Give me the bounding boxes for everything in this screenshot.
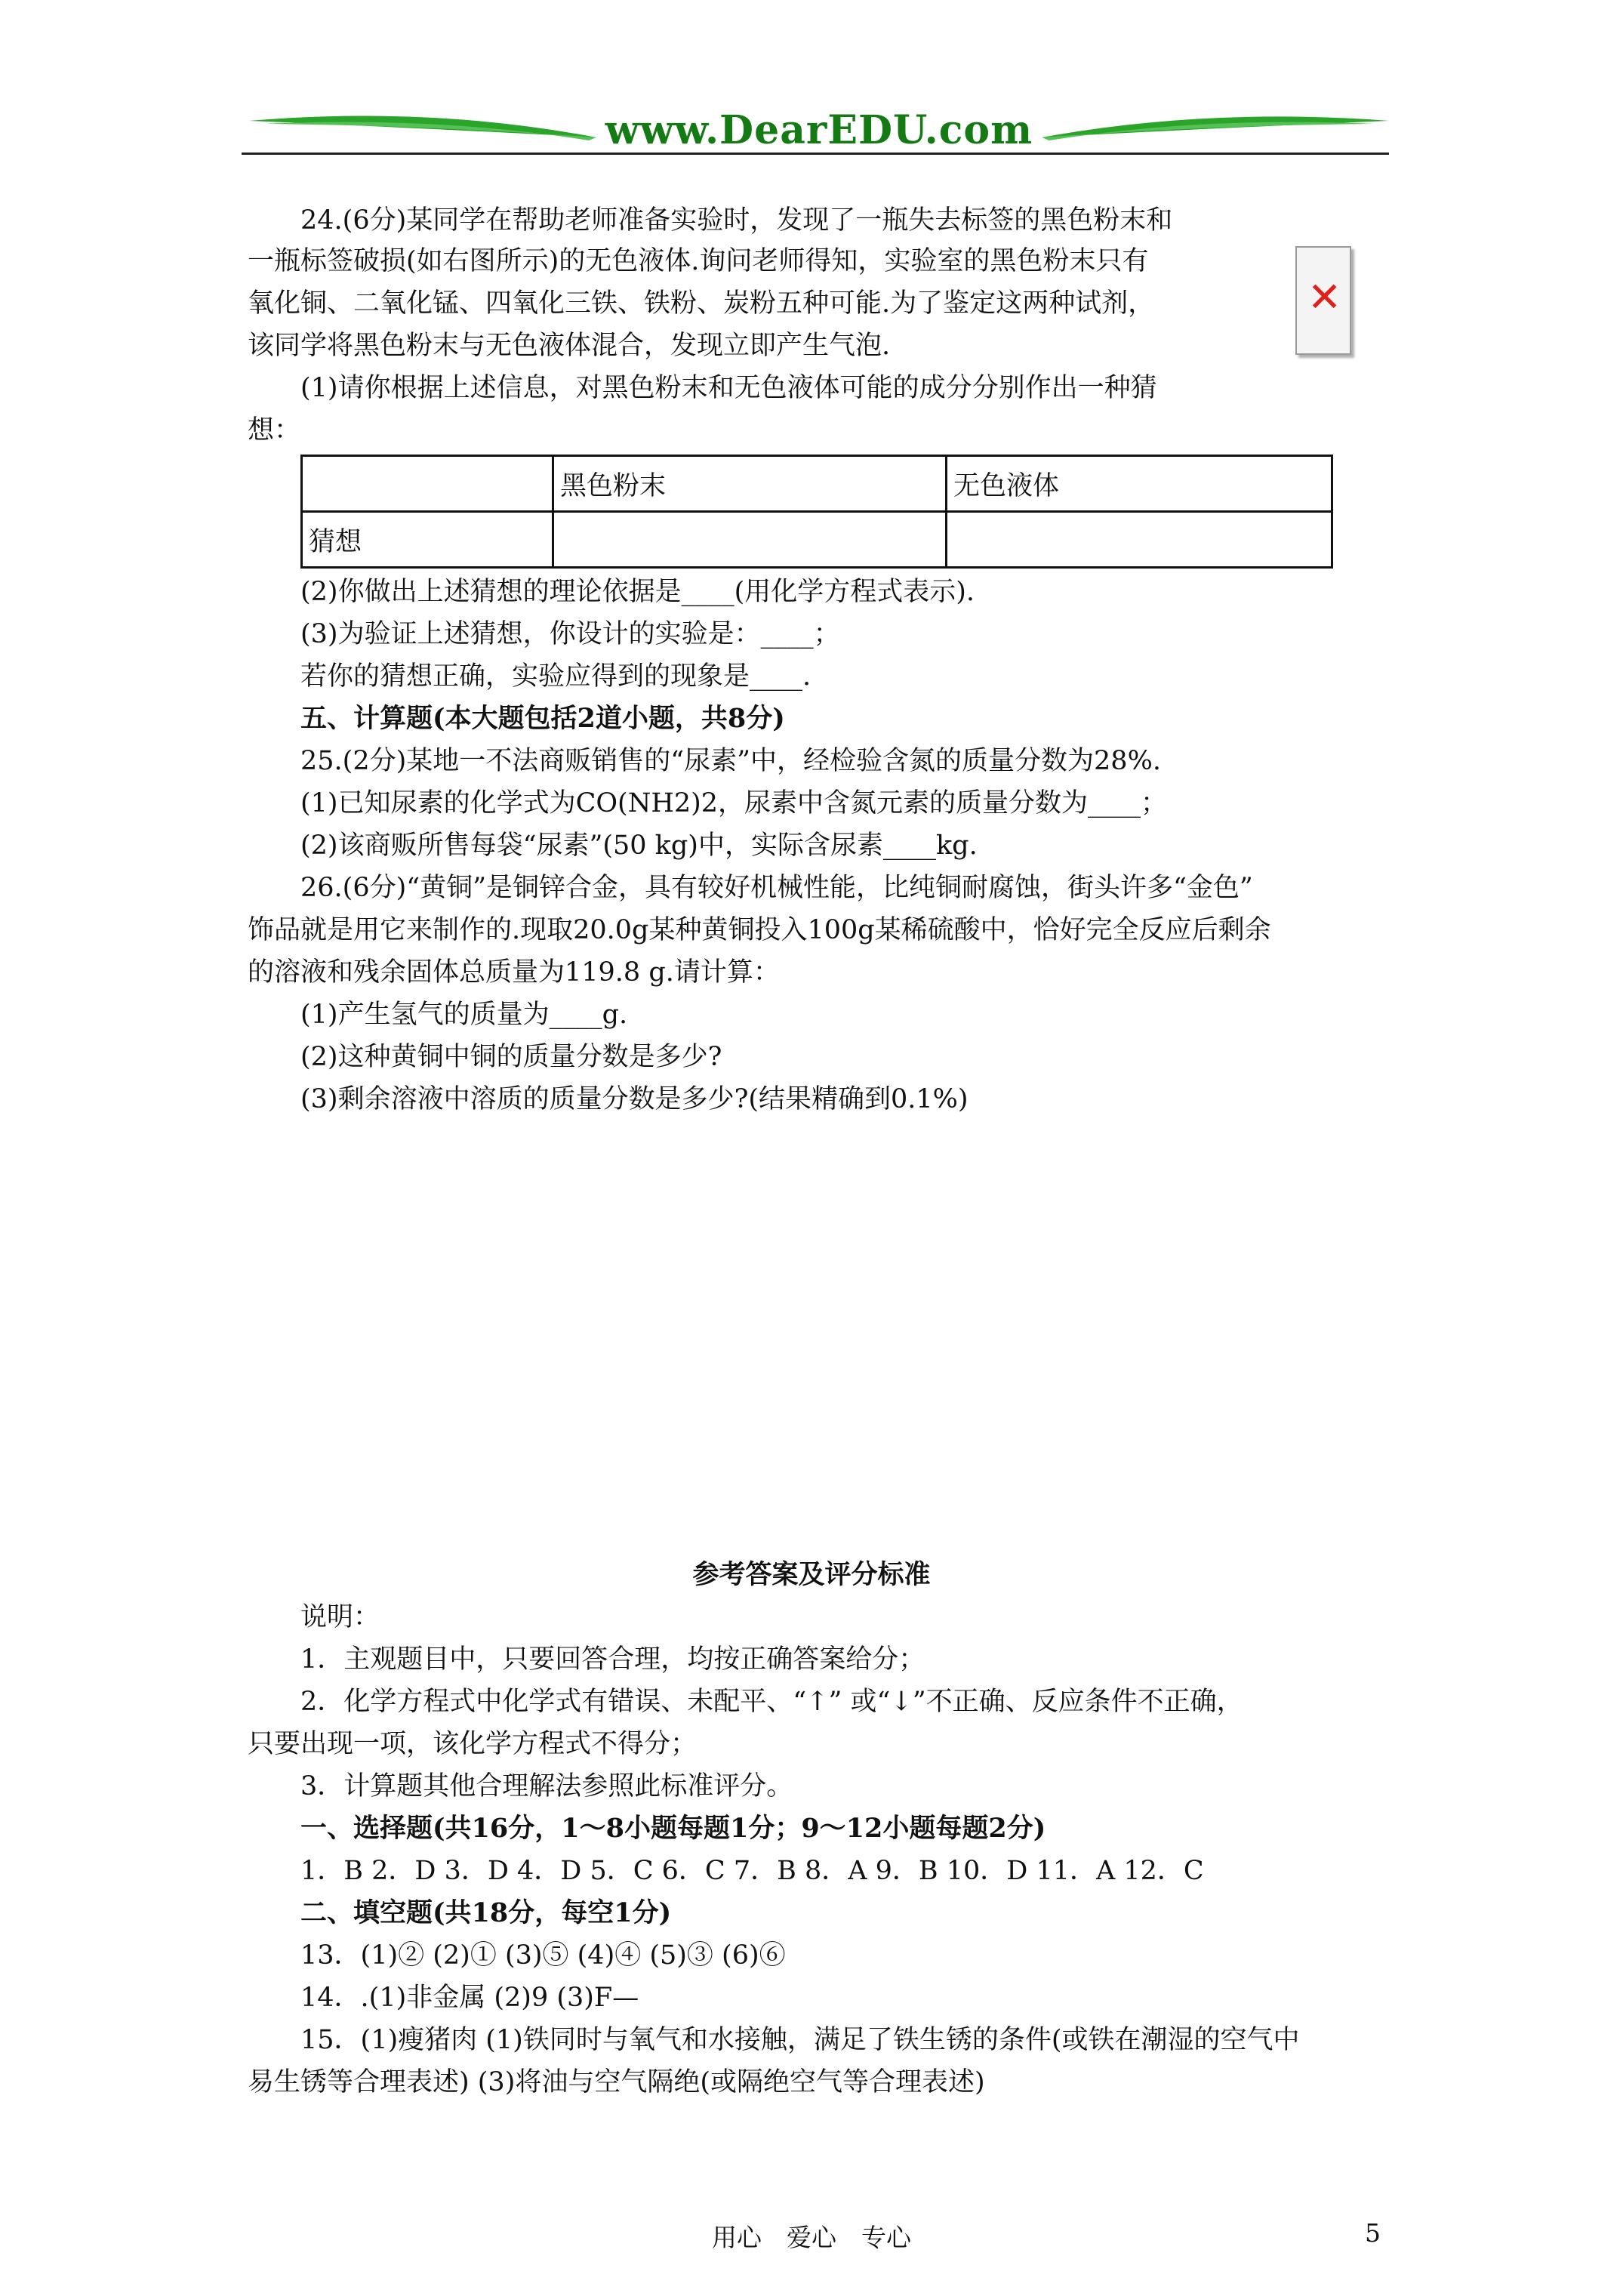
red-x-icon: ✕ (1307, 273, 1342, 321)
answer-line: 易生锈等合理表述) (3)将油与空气隔绝(或隔绝空气等合理表述) (248, 2067, 985, 2097)
table-cell: 猜想 (302, 512, 553, 568)
q24-line: 氧化铜、二氧化锰、四氧化三铁、铁粉、炭粉五种可能.为了鉴定这两种试剂， (248, 288, 1155, 319)
q24-line: 想： (248, 415, 301, 445)
table-row (302, 512, 1332, 568)
table-header-cell (302, 456, 553, 512)
q24-line: 24.(6分)某同学在帮助老师准备实验时，发现了一瓶失去标签的黑色粉末和 (300, 205, 1173, 236)
q26-line: 的溶液和残余固体总质量为119.8 g.请计算： (248, 957, 780, 988)
q26-line: (1)产生氢气的质量为____g. (300, 1000, 628, 1030)
q24-line: (3)为验证上述猜想，你设计的实验是：____； (300, 619, 840, 649)
q26-line: (2)这种黄铜中铜的质量分数是多少? (300, 1042, 722, 1072)
answer-line: 3．计算题其他合理解法参照此标准评分。 (300, 1771, 793, 1801)
section-heading: 一、选择题(共16分，1～8小题每题1分；9～12小题每题2分) (300, 1813, 1046, 1844)
answer-line: 只要出现一项，该化学方程式不得分； (248, 1729, 698, 1759)
q26-line: 26.(6分)“黄铜”是铜锌合金，具有较好机械性能，比纯铜耐腐蚀，街头许多“金色” (300, 873, 1253, 903)
q24-line: 一瓶标签破损(如右图所示)的无色液体.询问老师得知，实验室的黑色粉末只有 (248, 246, 1149, 276)
q24-line: (2)你做出上述猜想的理论依据是____(用化学方程式表示). (300, 577, 975, 607)
table-header-cell: 无色液体 (947, 456, 1332, 512)
answer-line: 15．(1)瘦猪肉 (1)铁同时与氧气和水接触，满足了铁生锈的条件(或铁在潮湿的空气中 (300, 2025, 1300, 2055)
site-logo-text[interactable]: www.DearEDU.com (605, 107, 1033, 153)
q25-line: 25.(2分)某地一不法商贩销售的“尿素”中，经检验含氮的质量分数为28%. (300, 746, 1161, 776)
footer-motto: 用心 爱心 专心 (712, 2223, 911, 2252)
answer-line: 说明： (300, 1602, 380, 1632)
q26-line: (3)剩余溶液中溶质的质量分数是多少?(结果精确到0.1%) (300, 1084, 969, 1114)
table-cell (553, 512, 947, 568)
q24-line: (1)请你根据上述信息，对黑色粉末和无色液体可能的成分分别作出一种猜 (300, 373, 1157, 403)
answers-title: 参考答案及评分标准 (692, 1559, 931, 1590)
header-rule (242, 153, 1389, 155)
page-number: 5 (1365, 2218, 1381, 2248)
table-row (302, 456, 1332, 512)
section-heading: 二、填空题(共18分，每空1分) (300, 1897, 672, 1928)
q24-line: 该同学将黑色粉末与无色液体混合，发现立即产生气泡. (248, 331, 891, 361)
section-heading: 五、计算题(本大题包括2道小题，共8分) (300, 703, 785, 734)
answer-line: 2．化学方程式中化学式有错误、未配平、“↑” 或“↓”不正确、反应条件不正确， (300, 1687, 1243, 1717)
guess-table (300, 455, 1333, 569)
table-cell (947, 512, 1332, 568)
q25-line: (1)已知尿素的化学式为CO(NH2)2，尿素中含氮元素的质量分数为____； (300, 788, 1168, 818)
answer-line: 13．(1)② (2)① (3)⑤ (4)④ (5)③ (6)⑥ (300, 1940, 786, 1971)
site-header (242, 91, 1397, 166)
q26-line: 饰品就是用它来制作的.现取20.0g某种黄铜投入100g某稀硫酸中，恰好完全反应后剩余 (248, 915, 1271, 945)
answer-line: 1．主观题目中，只要回答合理，均按正确答案给分； (300, 1644, 925, 1675)
answer-line: 14．.(1)非金属 (2)9 (3)F— (300, 1983, 639, 2013)
q25-line: (2)该商贩所售每袋“尿素”(50 kg)中，实际含尿素____kg. (300, 831, 978, 861)
table-header-cell: 黑色粉末 (553, 456, 947, 512)
q24-line: 若你的猜想正确，实验应得到的现象是____. (300, 661, 812, 692)
answer-line: 1．B 2．D 3．D 4．D 5．C 6．C 7．B 8．A 9．B 10．D 11．A 12．C (300, 1856, 1204, 1886)
broken-image-icon (1295, 246, 1351, 355)
